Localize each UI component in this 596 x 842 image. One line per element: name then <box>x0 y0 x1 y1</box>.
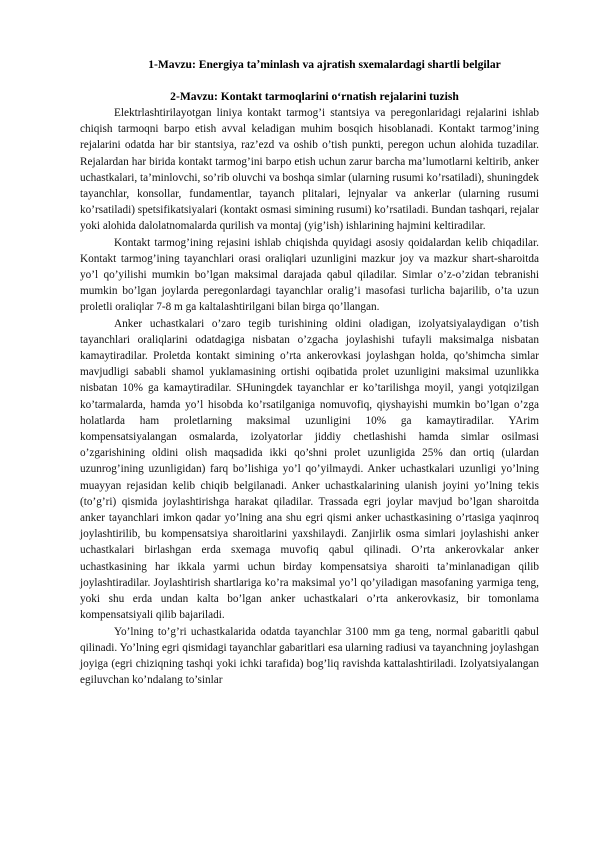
paragraph-3: Anker uchastkalari o’zaro tegib turishining oldini oladigan, izolyatsiyalaydigan o’tish tayanchlari oraliqlarini odatdagiga nisbatan o’zgacha joylashishi tufayli maksimalga nisbatan kamaytiradilar. Proletda kontakt simining o’rta ankerovkasi joylashgan holda, qo’shimcha simlar mavjudligi sababli shamol yuklamasining ortishi oqibatida prolet uzunligini maksimal uzunlikka nisbatan 10% ga kamaytiradilar. SHuningdek tayanchlar er ko’tarilishga moyil, yangi yotqizilgan ko’tarmalarda, hamda yo’l hisobda ko’rsatilganiga nomuvofiq, qiyshayishi mumkin bo’lgan o’zga holatlarda ham proletlarning maksimal uzunligini 10% ga kamaytiradilar. YArim kompensatsiyalangan osmalarda, izolyatorlar jiddiy chetlashishi hamda simlar osilmasi o’zgarishining oldini olish maqsadida ikki qo’shni prolet uzunligida 25% dan ortiq (ulardan uzunrog’ining uzunligidan) farq bo’lishiga yo’l qo’yilmaydi. Anker uchastkalari uzunligi yo’lning muayyan rejasidan kelib chiqib belgilanadi. Anker uchastkalarining ulanish joyini yo’lning tekis (to’g’ri) qismida joylashtirishga harakat qiladilar. Trassada egri joylar mavjud bo’lgan sharoitda anker tayanchlari imkon qadar yo’lning ana shu egri qismi anker uchastkasining o’rtasiga yaqinroq joylashtirilib, bu kompensatsiya sharoitlarini yaxshilaydi. Zanjirlik osma simlari joylashishi anker uchastkalari birlashgan erda sxemaga muvofiq qabul qilinadi. O’rta ankerovkalar anker uchastkasining har ikkala yarmi uchun birday kompensatsiya sharoiti ta’minlanadigan qilib joylashtiradilar. Joylashtirish shartlariga ko’ra maksimal yo’l qo’yiladigan masofaning yarmiga teng, yoki shu erda undan kalta bo’lgan anker uchastkalari o’rta ankerovkasiz, bir tomonlama kompensatsiyali qilib bajariladi. <box>80 317 539 622</box>
paragraph-2: Kontakt tarmog’ining rejasini ishlab chiqishda quyidagi asosiy qoidalardan kelib chiqadilar. Kontakt tarmog’ining tayanchlari orasi oraliqlari uzunligini mazkur joy va mazkur shart-sharoitda yo’l qo’yilishi mumkin bo’lgan maksimal darajada qabul qiladilar. Simlar o’z-o’zidan tebranishi mumkin bo’lgan joylarda peregonlardagi tayanchlar oralig’i masofasi turlicha bajarilib, o’ta uzun proletli oraliqlar 7-8 m ga kaltalashtirilgani bilan birga qo’llangan. <box>80 236 539 314</box>
document-page <box>80 57 539 688</box>
paragraph-1: Elektrlashtirilayotgan liniya kontakt tarmog’i stantsiya va peregonlaridagi rejalarini ishlab chiqish tarmoqni barpo etish avval keladigan muhim bosqich hisoblanadi. Kontakt tarmog’ining rejalarini odatda har bir stantsiya, raz’ezd va oshib o’tish punkti, peregon uchun alohida tuzadilar. Rejalardan har birida kontakt tarmog’ini barpo etish uchun zarur barcha ma’lumotlarni keltirib, anker uchastkalari, ta’minlovchi, so’rib oluvchi va boshqa simlar (ularning rusumi ko’rsatiladi), shuningdek tayanchlar, konsollar, fundamentlar, tayanch plitalari, lejnyalar va ankerlar (ularning rusumi ko’rsatiladi) spetsifikatsiyalari (kontakt osmasi simining rusumi) ko’rsatiladi. Bundan tashqari, rejalar yoki alohida dalolatnomalarda qurilish va montaj (yig’ish) ishlarining hajmini keltiradilar. <box>80 107 539 233</box>
paragraph-4: Yo’lning to’g’ri uchastkalarida odatda tayanchlar 3100 mm ga teng, normal gabaritli qabul qilinadi. Yo’lning egri qismidagi tayanchlar gabaritlari esa ularning radiusi va tayanchning joylashgan joyiga (egri chiziqning tashqi yoki ichki tarafida) bog’liq ravishda kattalashtiriladi. Izolyatsiyalangan egiluvchan ko’ndalang to’sinlar <box>80 625 539 687</box>
section-heading: 2-Mavzu: Kontakt tarmoqlarini oʻrnatish rejalarini tuzish <box>170 90 459 103</box>
document-title: 1-Mavzu: Energiya taʼminlash va ajratish sxemalardagi shartli belgilar <box>148 58 501 71</box>
